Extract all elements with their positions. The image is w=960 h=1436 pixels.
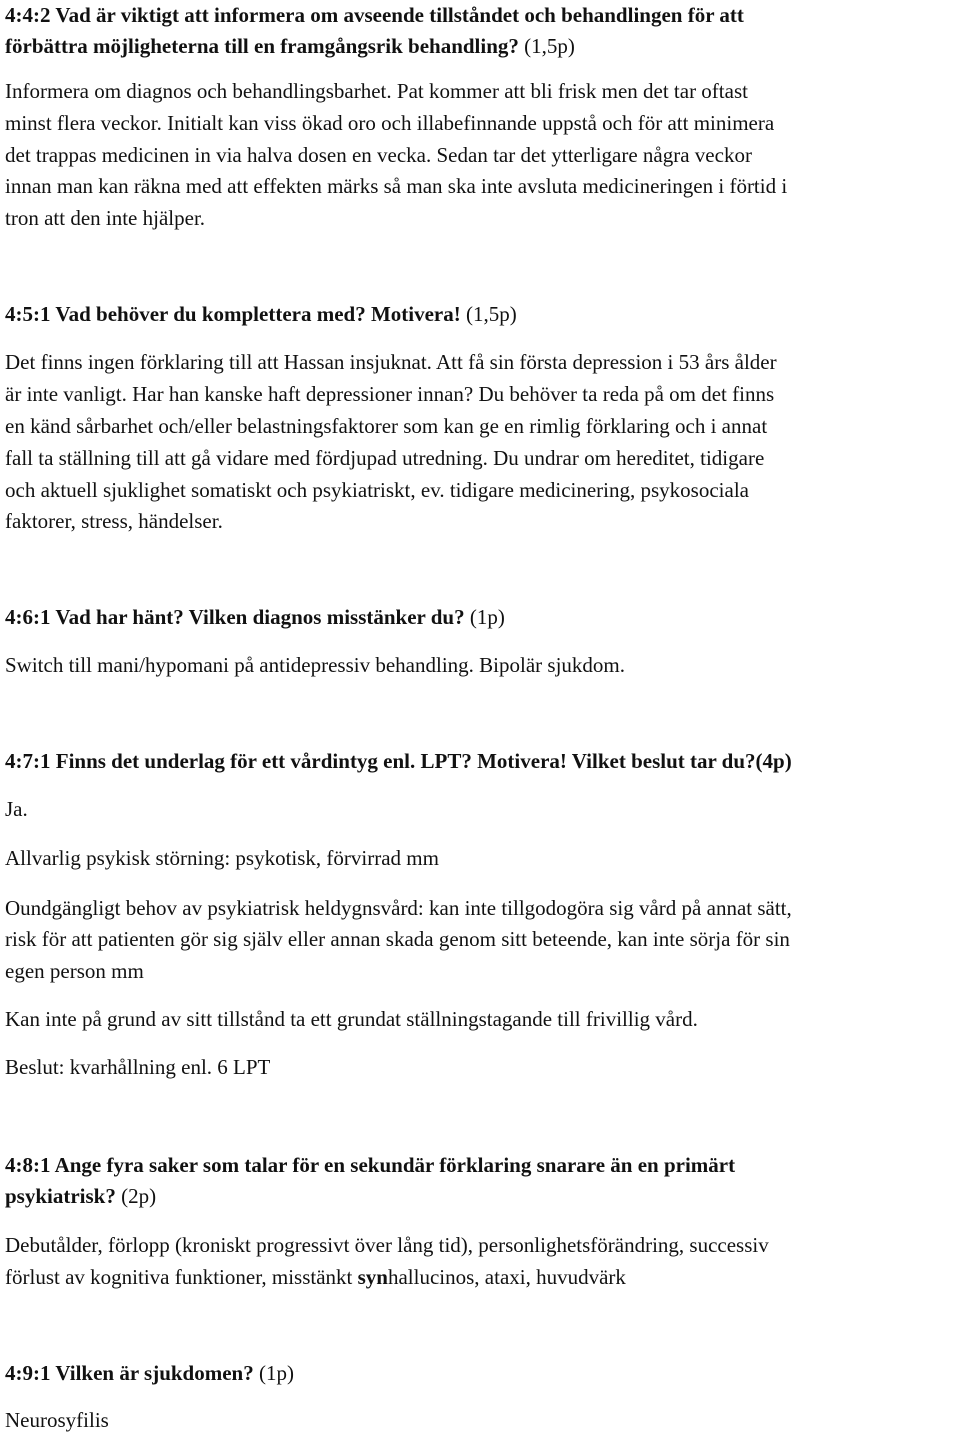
answer-line: är inte vanligt. Har han kanske haft depressioner innan? Du behöver ta reda på om det finns: [5, 382, 775, 406]
answer-line: Allvarlig psykisk störning: psykotisk, förvirrad mm: [5, 846, 439, 870]
question-heading-text: 4:5:1 Vad behöver du komplettera med? Motivera!: [5, 302, 461, 326]
answer-line: [5, 1264, 626, 1290]
answer-line: risk för att patienten gör sig själv eller annan skada genom sitt beteende, kan inte sörja för sin: [5, 927, 790, 951]
question-heading-text: 4:6:1 Vad har hänt? Vilken diagnos misstänker du?: [5, 605, 465, 629]
question-points: (1p): [258, 1361, 294, 1385]
answer-line: en känd sårbarhet och/eller belastningsfaktorer som kan ge en rimlig förklaring och i annat: [5, 414, 768, 438]
answer-line: Oundgängligt behov av psykiatrisk heldygnsvård: kan inte tillgodogöra sig vård på annat sätt,: [5, 896, 792, 920]
answer-line: fall ta ställning till att gå vidare med fördjupad utredning. Du undrar om hereditet, tidigare: [5, 446, 765, 470]
answer-line: Neurosyfilis: [5, 1408, 109, 1432]
question-heading-text: förbättra möjligheterna till en framgångsrik behandling?: [5, 34, 519, 58]
answer-line: faktorer, stress, händelser.: [5, 509, 223, 533]
question-heading: [5, 604, 505, 630]
answer-line: det trappas medicinen in via halva dosen en vecka. Sedan tar det ytterligare några veckor: [5, 143, 752, 167]
answer-line: egen person mm: [5, 959, 144, 983]
question-heading: 4:8:1 Ange fyra saker som talar för en sekundär förklaring snarare än en primärt: [5, 1153, 736, 1177]
answer-line: Kan inte på grund av sitt tillstånd ta ett grundat ställningstagande till frivillig vård.: [5, 1007, 698, 1031]
answer-text: hallucinos, ataxi, huvudvärk: [387, 1265, 626, 1289]
question-heading: 4:7:1 Finns det underlag för ett vårdintyg enl. LPT? Motivera! Vilket beslut tar du?(4p): [5, 749, 792, 773]
answer-line: innan man kan räkna med att effekten märks så man ska inte avsluta medicineringen i förtid i: [5, 174, 788, 198]
answer-line: Beslut: kvarhållning enl. 6 LPT: [5, 1055, 271, 1079]
answer-line: Ja.: [5, 797, 28, 821]
question-points: (1,5p): [524, 34, 575, 58]
answer-text: förlust av kognitiva funktioner, misstänkt: [5, 1265, 358, 1289]
question-heading: [5, 1183, 156, 1209]
answer-line: och aktuell sjuklighet somatiskt och psykiatriskt, ev. tidigare medicinering, psykosociala: [5, 478, 749, 502]
answer-emphasis: syn: [357, 1265, 388, 1289]
question-points: (2p): [121, 1184, 157, 1208]
answer-line: minst flera veckor. Initialt kan viss ökad oro och illabefinnande uppstå och för att minimera: [5, 111, 775, 135]
answer-line: Informera om diagnos och behandlingsbarhet. Pat kommer att bli frisk men det tar oftast: [5, 79, 748, 103]
question-points: (1p): [469, 605, 505, 629]
question-heading: [5, 33, 575, 59]
answer-line: Debutålder, förlopp (kroniskt progressivt över lång tid), personlighetsförändring, successiv: [5, 1233, 769, 1257]
question-heading: 4:4:2 Vad är viktigt att informera om avseende tillståndet och behandlingen för att: [5, 3, 744, 27]
question-points: (1,5p): [466, 302, 517, 326]
answer-line: Det finns ingen förklaring till att Hassan insjuknat. Att få sin första depression i 53 års ålder: [5, 350, 777, 374]
question-heading: [5, 301, 517, 327]
question-heading-text: 4:9:1 Vilken är sjukdomen?: [5, 1361, 254, 1385]
question-heading: [5, 1360, 294, 1386]
question-heading-text: psykiatrisk?: [5, 1184, 116, 1208]
answer-line: tron att den inte hjälper.: [5, 206, 206, 230]
answer-line: Switch till mani/hypomani på antidepressiv behandling. Bipolär sjukdom.: [5, 653, 626, 677]
